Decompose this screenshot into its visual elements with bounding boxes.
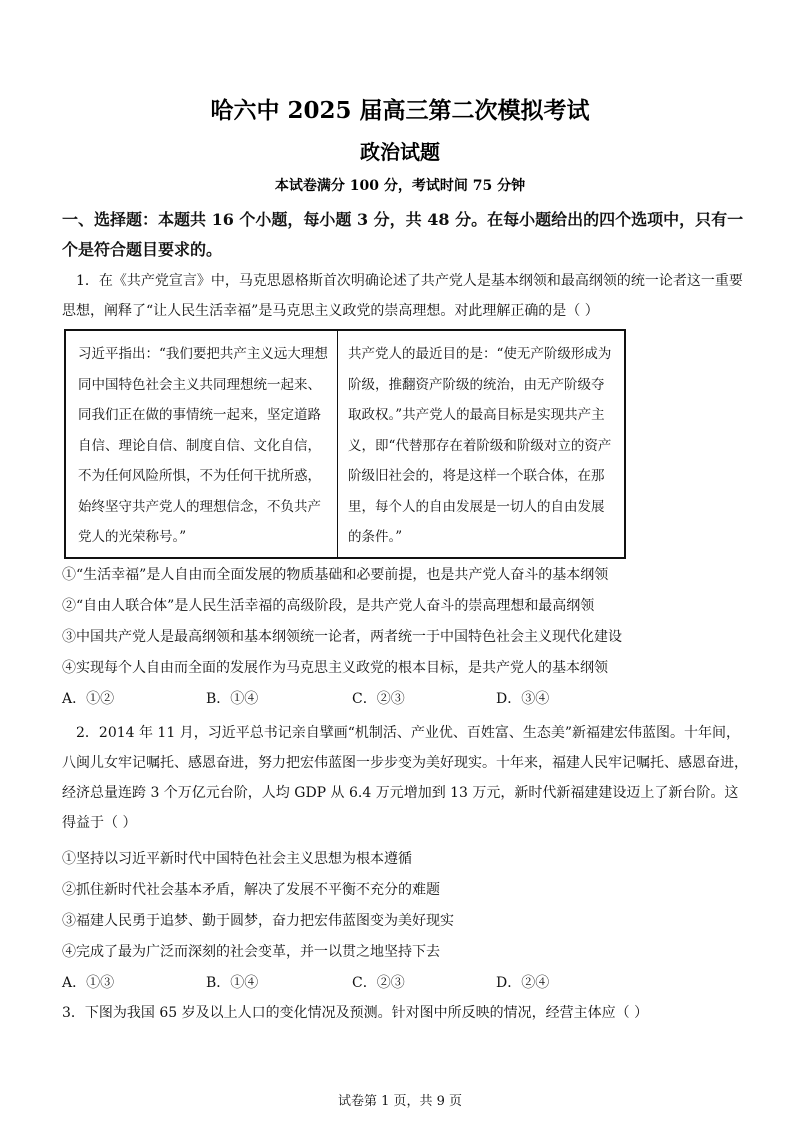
quote-left: 习近平指出：“我们要把共产主义远大理想同中国特色社会主义共同理想统一起来、同我们正在做的事情统一起来，坚定道路自信、理论自信、制度自信、文化自信，不为任何风险所惧，不为任何干扰所惑，始终坚守共产党人的理想信念，不负共产党人的光荣称号。” bbox=[66, 331, 338, 557]
subject-title: 政治试题 bbox=[360, 140, 440, 164]
quote-table bbox=[64, 329, 626, 559]
q2-choice-a: A．①③ bbox=[62, 975, 115, 991]
page-footer: 试卷第 1 页，共 9 页 bbox=[337, 1094, 463, 1109]
q1-option-4: ④实现每个人自由而全面的发展作为马克思主义政党的根本目标，是共产党人的基本纲领 bbox=[62, 660, 608, 676]
question-3-stem: 3．下图为我国 65 岁及以上人口的变化情况及预测。针对图中所反映的情况，经营主体应（ ） bbox=[62, 1005, 649, 1021]
q1-choice-a: A．①② bbox=[62, 691, 115, 707]
q2-option-1: ①坚持以习近平新时代中国特色社会主义思想为根本遵循 bbox=[62, 851, 412, 867]
q2-choice-d: D．②④ bbox=[496, 975, 550, 991]
question-2-stem: 2．2014 年 11 月，习近平总书记亲自擘画“机制活、产业优、百姓富、生态美”新福建宏伟蓝图。十年间，八闽儿女牢记嘱托、感恩奋进，努力把宏伟蓝图一步步变为美好现实。十年来，福建人民牢记嘱托、感恩奋进，经济总量连跨 3 个万亿元台阶，人均 GDP 从 6.4 万元增加到 13 万元，新时代新福建建设迈上了新台阶。这得益于（ ） bbox=[62, 725, 748, 831]
q2-option-3: ③福建人民勇于追梦、勤于圆梦，奋力把宏伟蓝图变为美好现实 bbox=[62, 913, 454, 929]
q2-choice-b: B．①④ bbox=[206, 975, 259, 991]
q1-choice-c: C．②③ bbox=[352, 691, 405, 707]
q1-option-2: ②“自由人联合体”是人民生活幸福的高级阶段，是共产党人奋斗的崇高理想和最高纲领 bbox=[62, 598, 595, 614]
q1-choice-b: B．①④ bbox=[206, 691, 259, 707]
q2-option-2: ②抓住新时代社会基本矛盾，解决了发展不平衡不充分的难题 bbox=[62, 882, 440, 898]
q2-option-4: ④完成了最为广泛而深刻的社会变革，并一以贯之地坚持下去 bbox=[62, 944, 440, 960]
question-1-stem: 1．在《共产党宣言》中，马克思恩格斯首次明确论述了共产党人是基本纲领和最高纲领的统一论者这一重要思想，阐释了“让人民生活幸福”是马克思主义政党的崇高理想。对此理解正确的是（ ） bbox=[62, 273, 743, 319]
quote-right: 共产党人的最近目的是：“使无产阶级形成为阶级，推翻资产阶级的统治，由无产阶级夺取政权。”共产党人的最高目标是实现共产主义，即“代替那存在着阶级和阶级对立的资产阶级旧社会的，将是这样一个联合体，在那里，每个人的自由发展是一切人的自由发展的条件。” bbox=[348, 346, 612, 545]
exam-title: 哈六中 2025 届高三第二次模拟考试 bbox=[210, 97, 590, 124]
exam-info: 本试卷满分 100 分，考试时间 75 分钟 bbox=[274, 178, 526, 194]
section-heading: 一、选择题：本题共 16 个小题，每小题 3 分，共 48 分。在每小题给出的四个选项中，只有一个是符合题目要求的。 bbox=[62, 210, 744, 259]
q1-choice-d: D．③④ bbox=[496, 691, 550, 707]
q1-option-1: ①“生活幸福”是人自由而全面发展的物质基础和必要前提，也是共产党人奋斗的基本纲领 bbox=[62, 567, 609, 583]
q2-choice-c: C．②③ bbox=[352, 975, 405, 991]
q1-option-3: ③中国共产党人是最高纲领和基本纲领统一论者，两者统一于中国特色社会主义现代化建设 bbox=[62, 629, 622, 645]
